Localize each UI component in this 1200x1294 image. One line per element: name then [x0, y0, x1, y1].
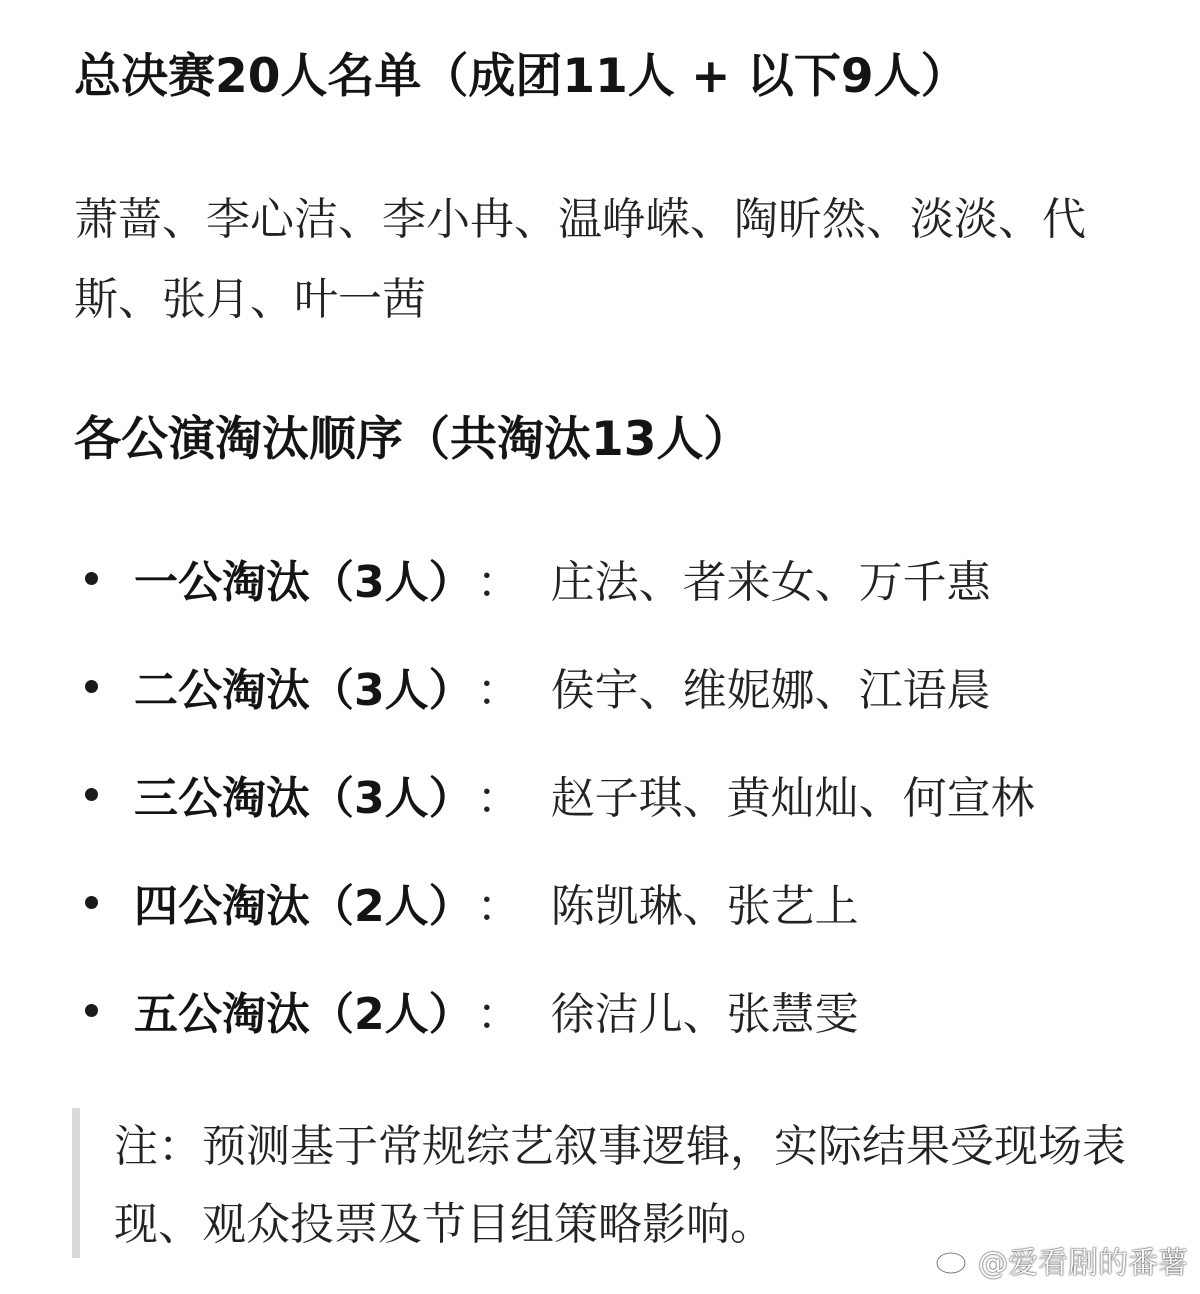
separator: ：: [476, 557, 521, 608]
list-item: [74, 632, 1174, 740]
bullet-icon: [76, 779, 106, 809]
list-item: [74, 848, 1174, 956]
eliminated-names: 侯宇、维妮娜、江语晨: [550, 665, 991, 716]
separator: ：: [476, 881, 521, 932]
list-item: [74, 740, 1174, 848]
eliminated-names: 赵子琪、黄灿灿、何宣林: [550, 773, 1035, 824]
round-label: 四公淘汰（2人）: [134, 881, 473, 932]
round-label: 五公淘汰（2人）: [134, 989, 473, 1040]
bullet-icon: [76, 671, 106, 701]
bullet-icon: [76, 563, 106, 593]
round-label: 三公淘汰（3人）: [134, 773, 473, 824]
eliminated-names: 徐洁儿、张慧雯: [550, 989, 859, 1040]
round-label: 一公淘汰（3人）: [134, 557, 473, 608]
elimination-list: [74, 524, 1174, 1064]
watermark: [934, 1238, 1188, 1282]
note-text: 注：预测基于常规综艺叙事逻辑，实际结果受现场表现、观众投票及节目组策略影响。: [114, 1121, 1126, 1250]
round-label: 二公淘汰（3人）: [134, 665, 473, 716]
note-blockquote: [72, 1108, 1150, 1258]
bullet-icon: [76, 887, 106, 917]
bullet-icon: [76, 995, 106, 1025]
list-item: [74, 956, 1174, 1064]
weibo-icon: [934, 1245, 974, 1275]
final-list-heading: 总决赛20人名单（成团11人 + 以下9人）: [74, 49, 968, 104]
watermark-text: @爱看剧的番薯: [978, 1246, 1188, 1281]
eliminated-names: 庄法、者来女、万千惠: [550, 557, 991, 608]
elimination-heading: 各公演淘汰顺序（共淘汰13人）: [74, 412, 751, 467]
separator: ：: [476, 665, 521, 716]
final-names-paragraph: 萧蔷、李心洁、李小冉、温峥嵘、陶昕然、淡淡、代斯、张月、叶一茜: [74, 194, 1086, 325]
separator: ：: [476, 989, 521, 1040]
list-item: [74, 524, 1174, 632]
eliminated-names: 陈凯琳、张艺上: [550, 881, 859, 932]
separator: ：: [476, 773, 521, 824]
